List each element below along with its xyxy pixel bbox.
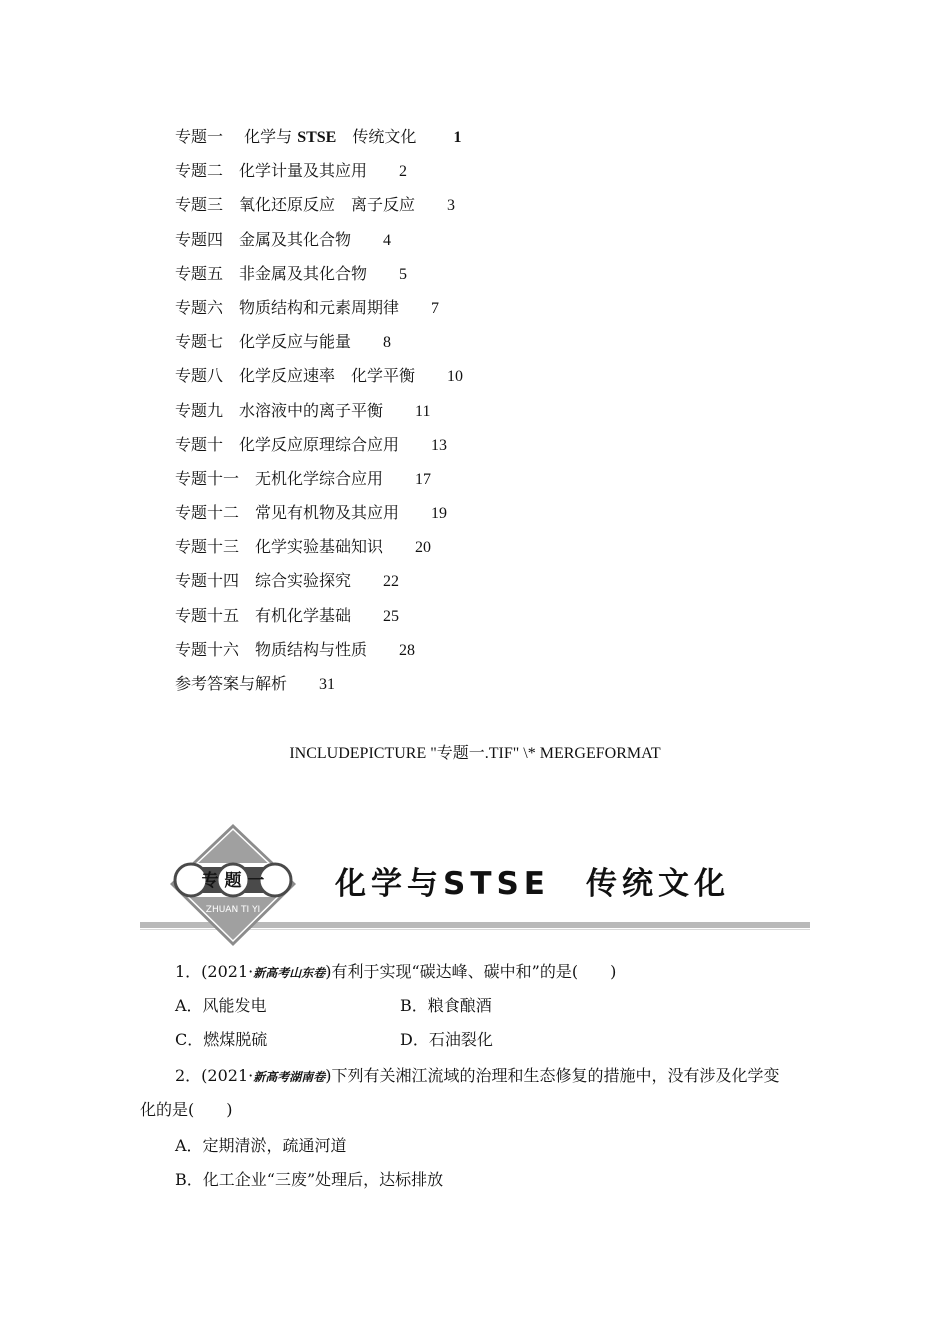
- toc-number: 专题五: [175, 263, 224, 283]
- question-stem: 1．(2021·新高考山东卷)有利于实现“碳达峰、碳中和”的是( ): [175, 962, 617, 981]
- toc-page: 13: [431, 436, 448, 454]
- toc-page: 3: [447, 197, 456, 215]
- toc-row[interactable]: [175, 363, 775, 397]
- toc-row[interactable]: [175, 398, 775, 432]
- toc-title: 金属及其化合物: [239, 229, 352, 249]
- toc-row[interactable]: [175, 192, 775, 226]
- option-b[interactable]: B．化工企业“三废”处理后，达标排放: [175, 1170, 444, 1189]
- toc-page: 2: [399, 163, 408, 181]
- chapter-badge-icon: [168, 822, 298, 948]
- toc-title: 水溶液中的离子平衡: [239, 400, 384, 420]
- toc-number: 专题九: [175, 400, 224, 420]
- toc-title: 非金属及其化合物: [239, 263, 368, 283]
- option-b[interactable]: B．粮食酿酒: [400, 996, 492, 1015]
- toc-row[interactable]: [175, 295, 775, 329]
- toc-page: 22: [383, 573, 400, 591]
- question-stem-continued: 化的是( ): [140, 1100, 233, 1119]
- toc-title: 无机化学综合应用: [255, 468, 384, 488]
- toc-number: 专题七: [175, 332, 224, 352]
- toc-row[interactable]: [175, 500, 775, 534]
- toc-number: 专题六: [175, 297, 224, 317]
- question-source: 新高考山东卷: [253, 966, 326, 980]
- toc-title: 综合实验探究: [255, 571, 352, 591]
- toc-page: 17: [415, 470, 432, 488]
- toc-page: 11: [415, 402, 431, 420]
- question-stem: 2．(2021·新高考湖南卷)下列有关湘江流域的治理和生态修复的措施中，没有涉及化学变: [175, 1066, 780, 1085]
- toc-page: 10: [447, 368, 464, 386]
- badge-pinyin: ZHUAN TI YI: [205, 905, 261, 915]
- toc-row[interactable]: [175, 534, 775, 568]
- toc-row[interactable]: [175, 158, 775, 192]
- toc-number: 专题八: [175, 366, 224, 386]
- chapter-banner: [140, 822, 810, 952]
- toc-number: 专题十二: [175, 503, 240, 523]
- toc-page: 19: [431, 505, 448, 523]
- toc-row[interactable]: [175, 329, 775, 363]
- toc-number: 专题十一: [175, 468, 240, 488]
- toc-page: 20: [415, 539, 432, 557]
- toc-title: 物质结构与性质: [255, 639, 368, 659]
- toc-row[interactable]: [175, 227, 775, 261]
- toc-row[interactable]: [175, 466, 775, 500]
- toc-page: 4: [383, 231, 392, 249]
- toc-number: 专题十四: [175, 571, 240, 591]
- toc-row[interactable]: [175, 568, 775, 602]
- include-picture-field: INCLUDEPICTURE "专题一.TIF" \* MERGEFORMAT: [289, 745, 661, 762]
- toc-number: 专题四: [175, 229, 224, 249]
- option-a[interactable]: A．定期清淤，疏通河道: [175, 1136, 347, 1155]
- toc-row[interactable]: [175, 603, 775, 637]
- toc-page: 1: [453, 129, 462, 146]
- toc-title: 有机化学基础: [255, 605, 352, 625]
- toc-title: 化学实验基础知识: [255, 537, 384, 557]
- option-c[interactable]: C．燃煤脱硫: [175, 1030, 268, 1049]
- question-source: 新高考湖南卷: [253, 1070, 326, 1084]
- toc-title: 化学反应原理综合应用: [239, 434, 400, 454]
- toc-title: 常见有机物及其应用: [255, 503, 400, 523]
- toc-row[interactable]: [175, 432, 775, 466]
- option-a[interactable]: A．风能发电: [175, 996, 267, 1015]
- toc-page: 7: [431, 299, 440, 317]
- toc-title: 化学反应与能量: [239, 332, 352, 352]
- option-d[interactable]: D．石油裂化: [400, 1030, 493, 1049]
- table-of-contents: [175, 124, 775, 705]
- chapter-title: 化学与STSE 传统文化: [335, 866, 730, 902]
- toc-page: 31: [319, 676, 336, 693]
- toc-row[interactable]: [175, 124, 775, 158]
- toc-number: 专题十六: [175, 639, 240, 659]
- toc-title: 化学计量及其应用: [239, 161, 368, 181]
- toc-title: 氧化还原反应 离子反应: [239, 195, 416, 215]
- toc-page: 8: [383, 334, 392, 352]
- toc-number: 专题二: [175, 161, 224, 181]
- toc-number: 专题三: [175, 195, 224, 215]
- toc-row[interactable]: [175, 261, 775, 295]
- toc-row[interactable]: [175, 637, 775, 671]
- toc-number: 专题一: [175, 127, 224, 146]
- toc-title: 化学与 STSE 传统文化: [244, 127, 417, 146]
- badge-text: 专 题 一: [201, 871, 265, 891]
- toc-number: 专题十: [175, 434, 224, 454]
- toc-page: 5: [399, 265, 408, 283]
- toc-page: 25: [383, 607, 400, 625]
- toc-row[interactable]: [175, 671, 775, 705]
- toc-title: 化学反应速率 化学平衡: [239, 366, 416, 386]
- toc-page: 28: [399, 641, 416, 659]
- toc-title: 物质结构和元素周期律: [239, 297, 400, 317]
- toc-number: 参考答案与解析: [175, 674, 288, 693]
- toc-number: 专题十三: [175, 537, 240, 557]
- toc-number: 专题十五: [175, 605, 240, 625]
